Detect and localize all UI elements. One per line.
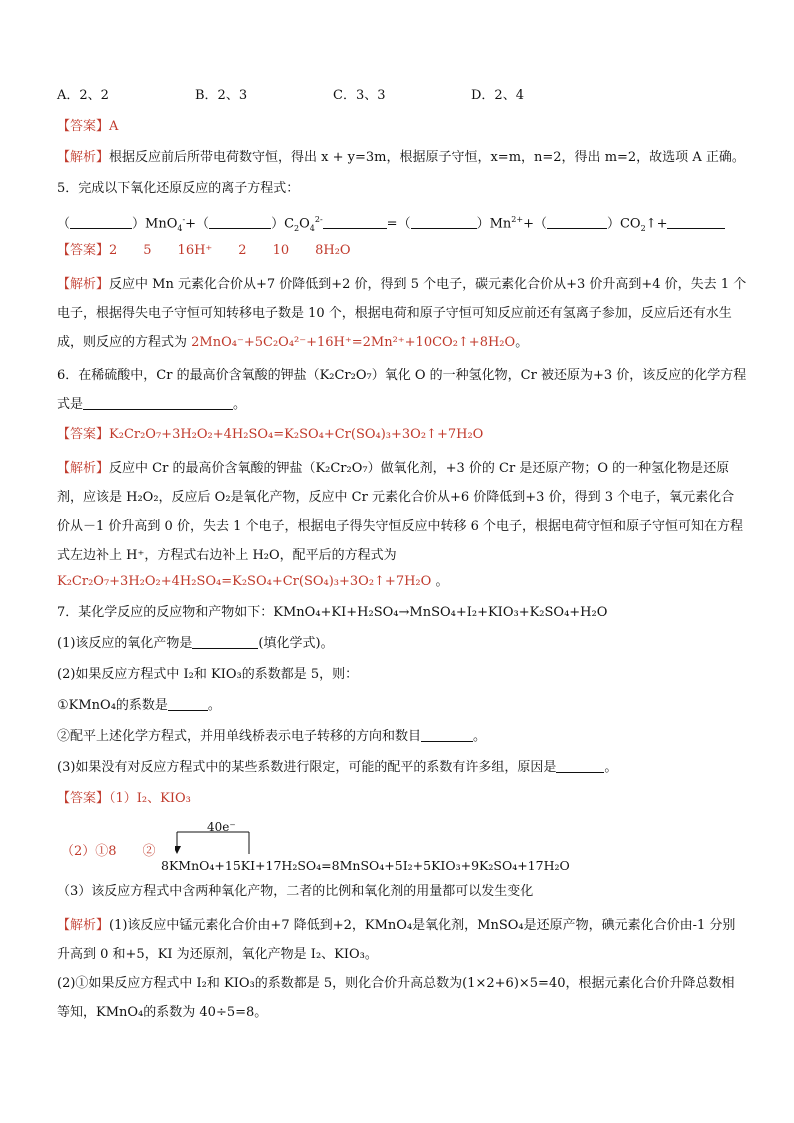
q6-stem (57, 361, 747, 419)
q5-blank-2[interactable] (209, 214, 271, 229)
eq-text: ）Mn (476, 216, 512, 232)
answer-tag: 【答案】 (57, 427, 110, 442)
q6-analysis-text: 反应中 Cr 的最高价含氧酸的钾盐（K₂Cr₂O₇）做氧化剂，+3 价的 Cr 是还原产物；O 的一种氢化物是还原剂，应该是 H₂O₂，反应后 O₂是氧化产物，反应中 Cr 元素化合价从+6 价降低到+3 价，得到 3 个电子，氧元素化合价从－1 价升高到 0 价，失去 1 个电子，根据电子得失守恒反应中转移 6 个电子，根据电荷守恒和原子守恒可知在方程式左边补上 H⁺，方程式右边补上 H₂O，配平后的方程式为 (57, 461, 744, 563)
q4-analysis (57, 146, 747, 177)
q6-analysis (57, 454, 747, 570)
electron-transfer-diagram (57, 818, 747, 880)
q7-sub1-end: (填化学式)。 (258, 636, 334, 651)
q7-analysis-1 (57, 911, 747, 969)
q6-stem-text: 6．在稀硫酸中，Cr 的最高价含氧酸的钾盐（K₂Cr₂O₇）氧化 O 的一种氢化物，Cr 被还原为+3 价，该反应的化学方程式是 (57, 368, 747, 412)
option-d: D．2、4 (471, 88, 524, 103)
arrow-head-icon (175, 846, 181, 854)
q6-analysis-equation-line (57, 570, 747, 601)
q4-answer (57, 115, 747, 146)
q7-sub1 (57, 632, 747, 663)
electron-count: 40e⁻ (207, 820, 236, 834)
q7-blank-2[interactable] (168, 696, 208, 711)
eq-sub: 4 (309, 223, 315, 233)
q7-sub2a-end: 。 (207, 698, 221, 713)
q4-options (57, 84, 747, 115)
eq-sub: 2 (640, 223, 646, 233)
q5-blank-6[interactable] (667, 214, 725, 229)
eq-text: ↑+ (645, 216, 668, 232)
q6-stem-end: 。 (233, 397, 247, 412)
document-page (57, 84, 747, 1027)
eq-text: ）MnO (132, 216, 178, 232)
answer-tag: 【答案】 (57, 243, 110, 258)
q7-sub2b (57, 725, 747, 756)
answer-tag: 【答案】 (57, 791, 110, 806)
q7-sub2: (2)如果反应方程式中 I₂和 KIO₃的系数都是 5，则： (57, 667, 359, 682)
option-a: A．2、2 (57, 88, 109, 103)
q7-analysis-2: (2)①如果反应方程式中 I₂和 KIO₃的系数都是 5，则化合价升高总数为(1×2+6)×5=40，根据元素化合价升降总数相等知，KMnO₄的系数为 40÷5=8。 (57, 976, 735, 1020)
q6-analysis-end: 。 (435, 574, 449, 589)
q7-answer-2-equation: 8KMnO₄+15KI+17H₂SO₄=8MnSO₄+5I₂+5KIO₃+9K₂SO₄+17H₂O (161, 858, 570, 873)
q7-sub2b-end: 。 (473, 729, 487, 744)
q7-answer-1 (57, 787, 747, 818)
eq-sup: 2+ (511, 215, 524, 224)
q7-blank-4[interactable] (556, 758, 604, 773)
eq-text: O (299, 216, 310, 232)
analysis-tag: 【解析】 (57, 918, 110, 933)
eq-sup: 2- (314, 215, 323, 224)
q5-blank-5[interactable] (547, 214, 607, 229)
eq-sup: - (182, 215, 186, 224)
q7-sub1-text: (1)该反应的氧化产物是 (57, 636, 193, 651)
q7-answer-1-text: （1）I₂、KIO₃ (109, 791, 191, 806)
analysis-tag: 【解析】 (57, 277, 110, 292)
q7-analysis-1-text: (1)该反应中锰元素化合价由+7 降低到+2，KMnO₄是氧化剂，MnSO₄是还原产物，碘元素化合价由-1 分别升高到 0 和+5，KI 为还原剂，氧化产物是 I₂、KIO₃。 (57, 918, 736, 962)
analysis-tag: 【解析】 (57, 461, 110, 476)
q7-sub3-end: 。 (604, 760, 618, 775)
q7-sub3 (57, 756, 747, 787)
option-c: C．3、3 (333, 88, 386, 103)
q5-analysis-end: 。 (515, 335, 529, 350)
q4-answer-text: A (109, 119, 119, 134)
q7-answer-3: （3）该反应方程式中含两种氧化产物，二者的比例和氧化剂的用量都可以发生变化 (57, 884, 534, 899)
eq-text: ）CO (606, 216, 641, 232)
q6-analysis-equation: K₂Cr₂O₇+3H₂O₂+4H₂SO₄=K₂SO₄+Cr(SO₄)₃+3O₂↑+7H₂O (57, 574, 432, 589)
analysis-tag: 【解析】 (57, 150, 110, 165)
q6-answer-text: K₂Cr₂O₇+3H₂O₂+4H₂SO₄=K₂SO₄+Cr(SO₄)₃+3O₂↑+7H₂O (109, 427, 484, 442)
q5-analysis (57, 270, 747, 357)
q5-answer (57, 239, 747, 270)
answer-tag: 【答案】 (57, 119, 110, 134)
eq-text: =（ (386, 216, 411, 232)
q6-answer (57, 423, 747, 454)
q5-blank-1[interactable] (70, 214, 132, 229)
q5-analysis-text: 反应中 Mn 元素化合价从+7 价降低到+2 价，得到 5 个电子，碳元素化合价从+3 价升高到+4 价，失去 1 个电子，根据得失电子守恒可知转移电子数是 10 个，根据电荷和原子守恒可知反应前还有氢离子参加，反应后还有水生成，则反应的方程式为 (57, 277, 747, 350)
q6-blank[interactable] (83, 395, 233, 410)
eq-sub: 4 (177, 223, 183, 233)
eq-text: +（ (185, 216, 210, 232)
q5-blank-3[interactable] (323, 214, 387, 229)
q7-blank-1[interactable] (192, 634, 258, 649)
q7-sub2a (57, 694, 747, 725)
q7-answer-2-label: （2）①8 ② (61, 844, 156, 859)
q5-blank-4[interactable] (411, 214, 477, 229)
q5-stem: 5．完成以下氧化还原反应的离子方程式： (57, 181, 300, 196)
option-b: B．2、3 (195, 88, 248, 103)
q5-answer-text: 2 5 16H⁺ 2 10 8H₂O (109, 243, 351, 258)
eq-text: （ (57, 216, 71, 232)
q7-sub3-text: (3)如果没有对反应方程式中的某些系数进行限定，可能的配平的系数有许多组，原因是 (57, 760, 557, 775)
q4-analysis-text: 根据反应前后所带电荷数守恒，得出 x + y=3m，根据原子守恒，x=m，n=2，得出 m=2，故选项 A 正确。 (109, 150, 745, 165)
eq-text: +（ (523, 216, 547, 232)
eq-sub: 2 (294, 223, 300, 233)
q7-stem: 7．某化学反应的反应物和产物如下：KMnO₄+KI+H₂SO₄→MnSO₄+I₂+KIO₃+K₂SO₄+H₂O (57, 605, 608, 620)
q7-sub2b-text: ②配平上述化学方程式，并用单线桥表示电子转移的方向和数目 (57, 729, 422, 744)
eq-text: ）C (271, 216, 295, 232)
q5-analysis-equation: 2MnO₄⁻+5C₂O₄²⁻+16H⁺=2Mn²⁺+10CO₂↑+8H₂O (191, 335, 516, 350)
q7-blank-3[interactable] (421, 727, 473, 742)
q5-equation (57, 208, 747, 239)
q7-sub2a-text: ①KMnO₄的系数是 (57, 698, 168, 713)
